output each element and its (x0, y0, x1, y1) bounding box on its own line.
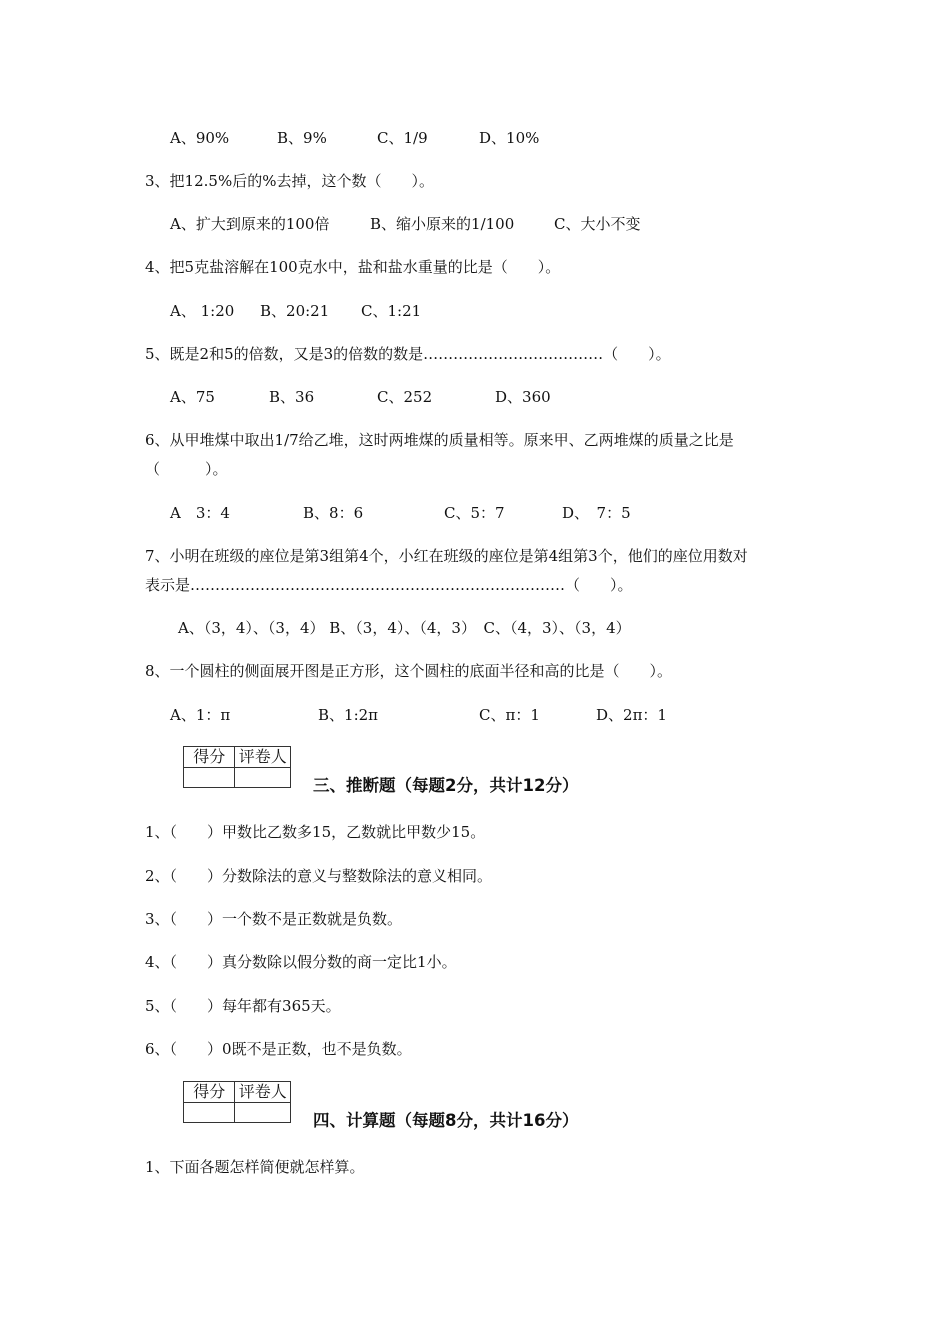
q5-option-c: C、252 (377, 388, 433, 406)
q2-option-c: C、1/9 (377, 129, 428, 147)
score-label: 得分 (184, 1082, 235, 1103)
q8-options (170, 705, 770, 725)
q8-option-c: C、π：1 (479, 706, 540, 724)
q8-option-d: D、2π：1 (596, 706, 667, 724)
score-label: 得分 (184, 747, 235, 768)
q6-option-c: C、5：7 (444, 504, 505, 522)
q8-stem: 8、一个圆柱的侧面展开图是正方形，这个圆柱的底面半径和高的比是（ ）。 (145, 662, 673, 680)
grader-cell (235, 767, 291, 788)
q2-option-a: A、90% (170, 129, 230, 147)
grader-label: 评卷人 (235, 1082, 291, 1103)
q3-option-c: C、大小不变 (554, 215, 641, 233)
q8-option-b: B、1:2π (318, 706, 379, 724)
q4-option-c: C、1:21 (361, 302, 422, 320)
score-cell (184, 1102, 235, 1123)
score-box-section4 (183, 1081, 291, 1123)
section3-item-5: 5、（ ）每年都有365天。 (145, 997, 341, 1015)
q4-stem: 4、把5克盐溶解在100克水中，盐和盐水重量的比是（ ）。 (145, 258, 561, 276)
grader-label: 评卷人 (235, 747, 291, 768)
section3-item-6: 6、（ ）0既不是正数，也不是负数。 (145, 1040, 412, 1058)
section4-item-1: 1、下面各题怎样简便就怎样算。 (145, 1158, 365, 1176)
section3-item-4: 4、（ ）真分数除以假分数的商一定比1小。 (145, 953, 457, 971)
q6-option-d: D、 7：5 (562, 504, 631, 522)
q6-stem-line1: 6、从甲堆煤中取出1/7给乙堆，这时两堆煤的质量相等。原来甲、乙两堆煤的质量之比是 (145, 431, 734, 449)
q4-options (170, 301, 770, 321)
q4-option-b: B、20:21 (260, 302, 330, 320)
section3-title: 三、推断题（每题2分，共计12分） (313, 776, 579, 795)
q5-option-b: B、36 (269, 388, 315, 406)
q6-options (170, 503, 770, 523)
q6-option-a: A 3：4 (170, 504, 230, 522)
section3-item-3: 3、（ ）一个数不是正数就是负数。 (145, 910, 403, 928)
q5-option-a: A、75 (170, 388, 215, 406)
q3-option-a: A、扩大到原来的100倍 (170, 215, 330, 233)
q5-option-d: D、360 (495, 388, 551, 406)
q2-option-d: D、10% (479, 129, 540, 147)
q2-options (170, 128, 770, 148)
q3-stem: 3、把12.5%后的%去掉，这个数（ ）。 (145, 172, 434, 190)
q4-option-a: A、 1:20 (170, 302, 235, 320)
section4-title: 四、计算题（每题8分，共计16分） (313, 1111, 579, 1130)
q7-stem-line2: 表示是…………………………………………………………………（ ）。 (145, 576, 633, 594)
q3-option-b: B、缩小原来的1/100 (370, 215, 515, 233)
score-cell (184, 767, 235, 788)
q3-options (170, 214, 770, 234)
section3-item-2: 2、（ ）分数除法的意义与整数除法的意义相同。 (145, 867, 493, 885)
q5-options (170, 387, 770, 407)
q6-stem-line2: （ ）。 (145, 460, 228, 478)
q5-stem: 5、既是2和5的倍数，又是3的倍数的数是………………………………（ ）。 (145, 345, 671, 363)
grader-cell (235, 1102, 291, 1123)
q8-option-a: A、1：π (170, 706, 231, 724)
q2-option-b: B、9% (277, 129, 327, 147)
score-box-section3 (183, 746, 291, 788)
q6-option-b: B、8：6 (303, 504, 364, 522)
section3-item-1: 1、（ ）甲数比乙数多15，乙数就比甲数少15。 (145, 823, 486, 841)
q7-stem-line1: 7、小明在班级的座位是第3组第4个，小红在班级的座位是第4组第3个，他们的座位用数对 (145, 547, 748, 565)
q7-options: A、（3，4）、（3，4） B、（3，4）、（4，3） C、（4，3）、（3，4） (178, 619, 631, 637)
